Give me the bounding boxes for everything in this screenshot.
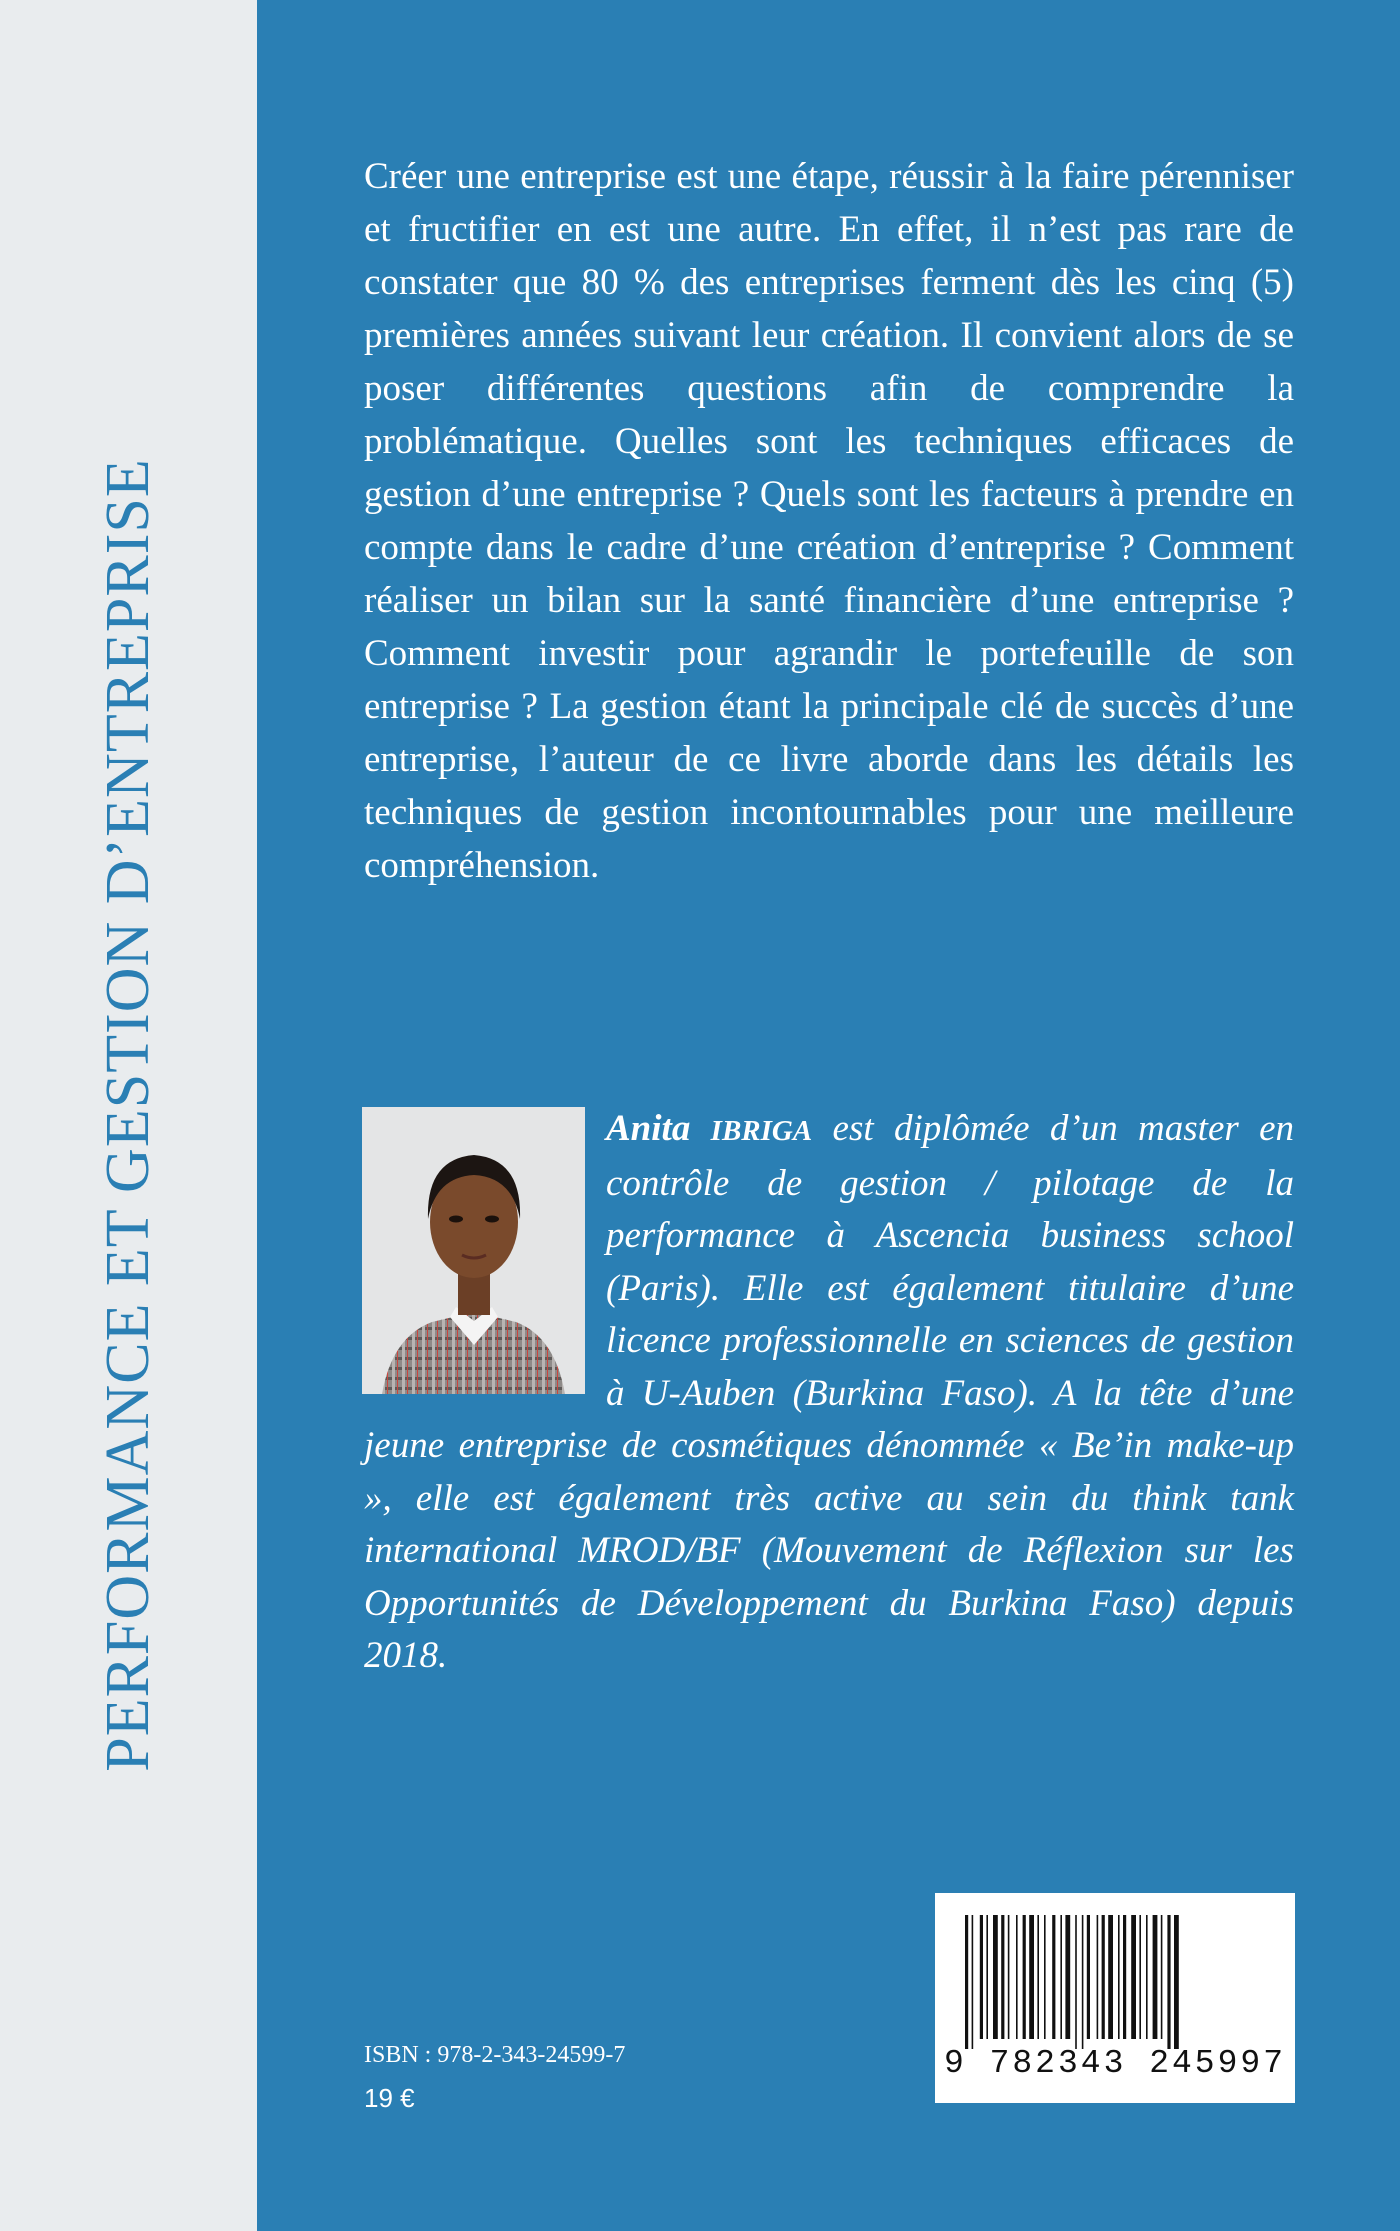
barcode-bar	[986, 1915, 988, 2039]
barcode-bar	[1037, 1915, 1039, 2039]
barcode-bar	[1023, 1915, 1026, 2039]
photo-spacer	[364, 1103, 606, 1403]
author-first-name: Anita	[606, 1108, 691, 1149]
barcode-bar	[1131, 1915, 1136, 2039]
barcode-digits: 9 782343 245997	[943, 2045, 1287, 2082]
barcode-bar	[1174, 1915, 1179, 2049]
barcode-bar	[1087, 1915, 1090, 2039]
barcode-bar	[1060, 1915, 1062, 2039]
barcode-bar	[1146, 1915, 1148, 2039]
barcode-bar	[1052, 1915, 1055, 2039]
barcode-bar	[972, 1915, 974, 2049]
barcode	[935, 1893, 1295, 2103]
barcode-bar	[1139, 1915, 1141, 2039]
barcode-bar	[1118, 1915, 1120, 2039]
barcode-bar	[1082, 1915, 1084, 2049]
barcode-bar	[1001, 1915, 1004, 2039]
barcode-bar	[1167, 1915, 1170, 2049]
barcode-bar	[1016, 1915, 1018, 2039]
barcode-bar	[1008, 1915, 1010, 2039]
barcode-bar	[965, 1915, 968, 2049]
barcode-bar	[980, 1915, 983, 2039]
barcode-bar	[1108, 1915, 1113, 2039]
barcode-bar	[1075, 1915, 1077, 2049]
isbn-label: ISBN : 978-2-343-24599-7	[364, 2042, 626, 2068]
book-blurb: Créer une entreprise est une étape, réussir à la faire pérenniser et fructifier en est une autre. En effet, il n’est pas rare de constater que 80 % des entreprises ferment dès les cinq (5) premières années suivant leur création. Il convient alors de se poser différentes questions afin de comprendre la problématique. Quelles sont les techniques efficaces de gestion d’une entreprise ? Quels sont les facteurs à prendre en compte dans le cadre d’une création d’entreprise ? Comment réaliser un bilan sur la santé financière d’une entreprise ? Comment investir pour agrandir le portefeuille de son entreprise ? La gestion étant la principale clé de succès d’une entreprise, l’auteur de ce livre aborde dans les détails les techniques de gestion incontournables pour une meilleure compréhension.	[364, 156, 1294, 886]
barcode-bar	[1029, 1915, 1034, 2039]
price-label: 19 €	[364, 2083, 415, 2113]
barcode-bar	[1065, 1915, 1070, 2039]
barcode-bar	[1161, 1915, 1163, 2039]
book-spine	[0, 0, 257, 2231]
barcode-bar	[1153, 1915, 1158, 2039]
author-last-name: IBRIGA	[710, 1115, 813, 1147]
spine-title: PERFORMANCE ET GESTION D’ENTREPRISE	[94, 458, 162, 1772]
author-bio-text: est diplômée d’un master en contrôle de gestion / pilotage de la performance à Ascencia business school (Paris). Elle est également titulaire d’une licence professionnelle en sciences de gestion à U-Auben (Burkina Faso). A la tête d’une jeune entreprise de cosmétiques dénommée « Be’in make-up », elle est également très active au sein du think tank international MROD/BF (Mouvement de Réflexion sur les Opportunités de Développement du Burkina Faso) depuis 2018.	[364, 1108, 1295, 1676]
author-bio	[364, 1103, 1294, 1683]
barcode-bar	[1123, 1915, 1126, 2039]
barcode-bar	[1097, 1915, 1099, 2039]
author-name	[606, 1108, 812, 1149]
barcode-bar	[1044, 1915, 1046, 2039]
barcode-bar	[1102, 1915, 1105, 2039]
barcode-bar	[993, 1915, 998, 2039]
